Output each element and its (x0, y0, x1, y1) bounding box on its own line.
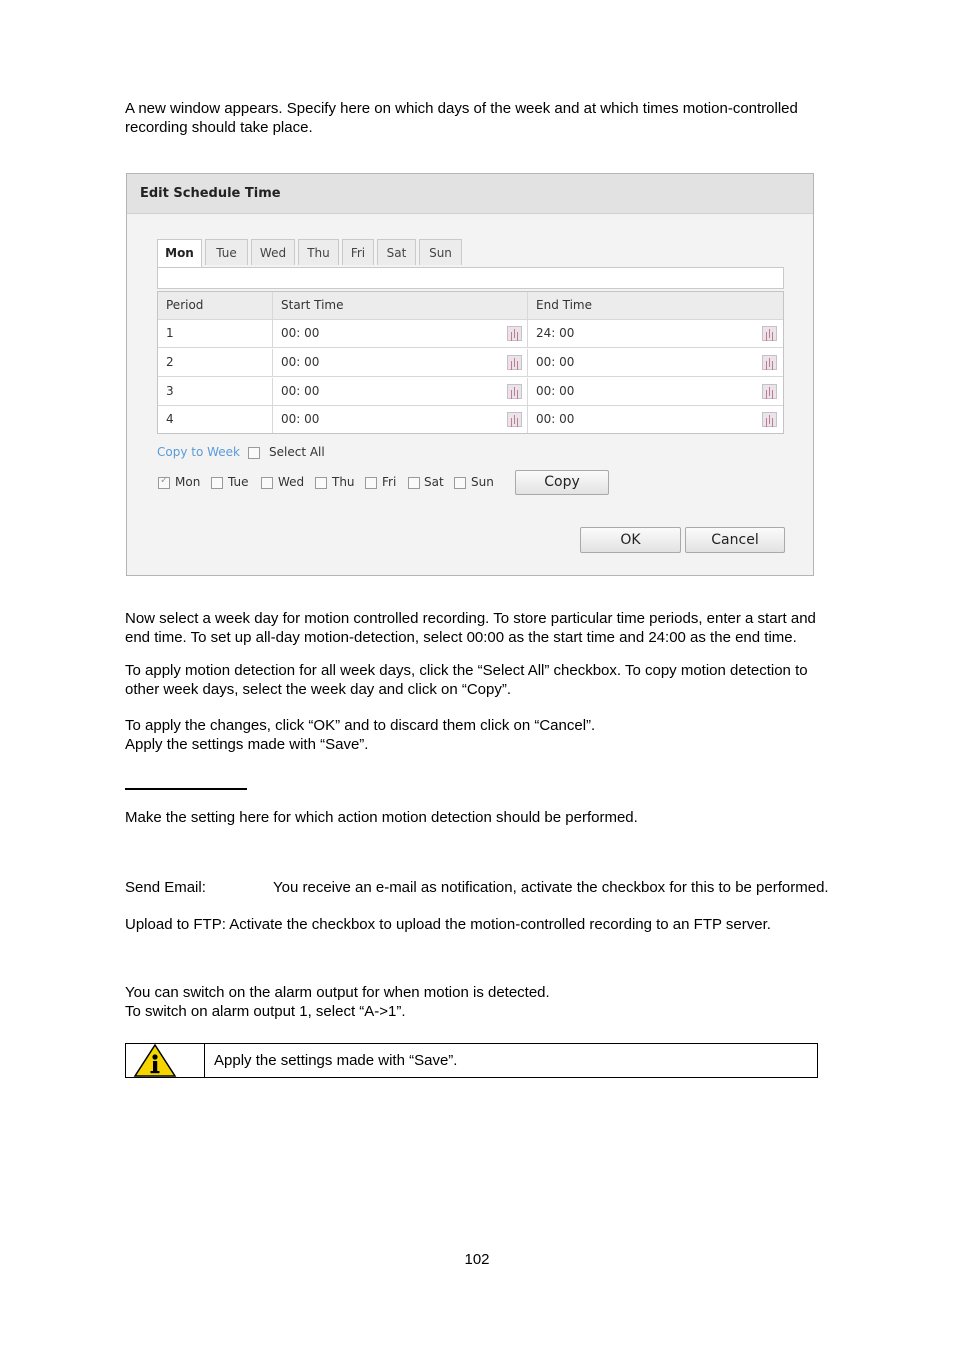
tab-wed[interactable]: Wed (251, 239, 295, 265)
schedule-table (157, 291, 784, 434)
ok-button[interactable]: OK (580, 527, 681, 553)
col-end-time: End Time (536, 298, 592, 312)
paragraph-line: To apply motion detection for all week days, click the “Select All” checkbox. To copy motion detection to (125, 662, 808, 679)
description-text: You receive an e-mail as notification, activate the checkbox for this to be performed. (273, 879, 829, 896)
start-time-field[interactable] (273, 406, 528, 433)
copy-to-week-label: Copy to Week (157, 445, 240, 459)
table-row (158, 320, 783, 348)
start-time-field[interactable] (273, 320, 528, 347)
tab-sat[interactable]: Sat (377, 239, 416, 265)
note-box (125, 1043, 818, 1078)
fri-checkbox[interactable] (365, 477, 377, 489)
end-time-value: 00: 00 (536, 412, 575, 426)
clock-icon[interactable] (507, 326, 522, 341)
period-cell: 3 (158, 378, 273, 405)
paragraph-alarm-output (125, 983, 550, 1021)
cancel-button[interactable]: Cancel (685, 527, 785, 553)
period-cell: 4 (158, 406, 273, 433)
start-time-value: 00: 00 (281, 412, 320, 426)
end-time-value: 00: 00 (536, 384, 575, 398)
paragraph-line: Now select a week day for motion controlled recording. To store particular time periods, enter a start and (125, 610, 816, 627)
paragraph-ok-cancel (125, 716, 595, 754)
paragraph-line: Make the setting here for which action motion detection should be performed. (125, 809, 638, 826)
sun-label: Sun (471, 475, 494, 489)
thu-label: Thu (332, 475, 355, 489)
clock-icon[interactable] (762, 384, 777, 399)
paragraph-select-all (125, 661, 808, 699)
start-time-value: 00: 00 (281, 384, 320, 398)
end-time-value: 00: 00 (536, 355, 575, 369)
section-divider (125, 788, 247, 790)
fri-label: Fri (382, 475, 397, 489)
tab-tue[interactable]: Tue (205, 239, 248, 265)
col-period: Period (158, 292, 273, 319)
info-warning-icon (133, 1044, 177, 1077)
clock-icon[interactable] (507, 355, 522, 370)
send-email-description (273, 878, 829, 897)
end-time-field[interactable] (528, 349, 783, 376)
mon-label: Mon (175, 475, 201, 489)
wed-checkbox[interactable] (261, 477, 273, 489)
tab-thu[interactable]: Thu (298, 239, 339, 265)
table-row (158, 349, 783, 377)
paragraph-select-day (125, 609, 816, 647)
paragraph-action (125, 808, 638, 827)
clock-icon[interactable] (762, 355, 777, 370)
select-all-label: Select All (269, 445, 325, 459)
sat-checkbox[interactable] (408, 477, 420, 489)
clock-icon[interactable] (507, 384, 522, 399)
intro-line-2: recording should take place. (125, 119, 313, 136)
start-time-value: 00: 00 (281, 355, 320, 369)
intro-paragraph (125, 99, 798, 137)
paragraph-line: Upload to FTP: Activate the checkbox to upload the motion-controlled recording to an FTP server. (125, 916, 771, 933)
tab-fri[interactable]: Fri (342, 239, 374, 265)
wed-label: Wed (278, 475, 305, 489)
clock-icon[interactable] (507, 412, 522, 427)
period-cell: 1 (158, 320, 273, 347)
note-text: Apply the settings made with “Save”. (214, 1052, 458, 1069)
paragraph-line: To apply the changes, click “OK” and to discard them click on “Cancel”. (125, 717, 596, 734)
paragraph-line: You can switch on the alarm output for when motion is detected. (125, 984, 550, 1001)
send-email-label (125, 878, 206, 897)
tab-mon[interactable]: Mon (157, 239, 202, 268)
label-text: Send Email: (125, 879, 206, 896)
end-time-field[interactable] (528, 406, 783, 433)
period-cell: 2 (158, 349, 273, 376)
end-time-field[interactable] (528, 320, 783, 347)
page-number: 102 (464, 1251, 490, 1268)
table-header (158, 292, 783, 320)
clock-icon[interactable] (762, 412, 777, 427)
mon-checkbox[interactable] (158, 477, 170, 489)
start-time-value: 00: 00 (281, 326, 320, 340)
paragraph-line: end time. To set up all-day motion-detection, select 00:00 as the start time and 24:00 as the end time. (125, 629, 797, 646)
table-row (158, 406, 783, 434)
sun-checkbox[interactable] (454, 477, 466, 489)
end-time-field[interactable] (528, 378, 783, 405)
table-row (158, 378, 783, 406)
thu-checkbox[interactable] (315, 477, 327, 489)
dialog-title: Edit Schedule Time (127, 174, 813, 214)
col-start-time: Start Time (273, 292, 528, 319)
tab-content-strip (157, 267, 784, 289)
tue-label: Tue (228, 475, 249, 489)
copy-button[interactable]: Copy (515, 470, 609, 495)
note-icon-cell (126, 1044, 205, 1077)
edit-schedule-dialog (126, 173, 814, 576)
upload-ftp-paragraph (125, 915, 771, 934)
paragraph-line: To switch on alarm output 1, select “A->1”. (125, 1003, 406, 1020)
start-time-field[interactable] (273, 349, 528, 376)
sat-label: Sat (424, 475, 444, 489)
tue-checkbox[interactable] (211, 477, 223, 489)
paragraph-line: Apply the settings made with “Save”. (125, 736, 369, 753)
start-time-field[interactable] (273, 378, 528, 405)
select-all-checkbox[interactable] (248, 447, 260, 459)
intro-line-1: A new window appears. Specify here on which days of the week and at which times motion-controlled (125, 100, 798, 117)
paragraph-line: other week days, select the week day and click on “Copy”. (125, 681, 512, 698)
end-time-value: 24: 00 (536, 326, 575, 340)
clock-icon[interactable] (762, 326, 777, 341)
tab-sun[interactable]: Sun (419, 239, 462, 265)
